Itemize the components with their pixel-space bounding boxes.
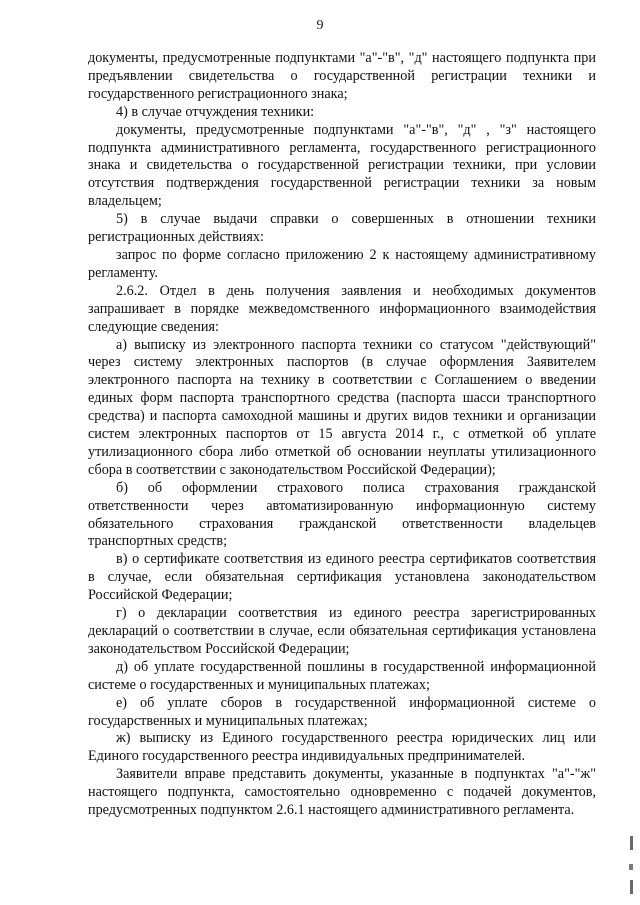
- page-number: 9: [316, 18, 324, 33]
- paragraph-item-e: е) об уплате сборов в государственной информационной системе о государственных и муниципальных платежах;: [88, 694, 596, 729]
- paragraph-item-b: б) об оформлении страхового полиса страхования гражданской ответственности через автоматизированную информационную систему обязательного страхования гражданской ответственности владельцев транспортных средств;: [88, 479, 596, 550]
- paragraph-item-5: 5) в случае выдачи справки о совершенных в отношении техники регистрационных действиях:: [88, 211, 596, 246]
- paragraph-applicants-right: Заявители вправе представить документы, указанные в подпунктах "а"-"ж" настоящего подпункта, самостоятельно одновременно с подачей документов, предусмотренных подпунктом 2.6.1 настоящего административного регламента.: [88, 766, 596, 819]
- paragraph-item-d: д) об уплате государственной пошлины в государственной информационной системе о государственных и муниципальных платежах;: [88, 658, 596, 693]
- paragraph-docs-alienation: документы, предусмотренные подпунктами "а"-"в", "д" , "з" настоящего подпункта административного регламента, государственного регистрационного знака и свидетельства о государственной регистрации техники, при условии отсутствия подтверждения государственной регистрации техники за новым владельцем;: [88, 121, 596, 210]
- paragraph-2-6-2: 2.6.2. Отдел в день получения заявления и необходимых документов запрашивает в порядке межведомственного информационного взаимодействия следующие сведения:: [88, 282, 596, 335]
- paragraph-request-form: запрос по форме согласно приложению 2 к настоящему административному регламенту.: [88, 246, 596, 281]
- paragraph-item-4: 4) в случае отчуждения техники:: [116, 103, 315, 120]
- paragraph-item-v: в) о сертификате соответствия из единого реестра сертификатов соответствия в случае, если обязательная сертификация установлена законодательством Российской Федерации;: [88, 551, 596, 604]
- paragraph-item-g: г) о декларации соответствия из единого реестра зарегистрированных деклараций о соответствии в случае, если обязательная сертификация установлена законодательством Российской Федерации;: [88, 605, 596, 657]
- paragraph-docs-certificate: документы, предусмотренные подпунктами "а"-"в", "д" настоящего подпункта при предъявлении свидетельства о государственной регистрации техники и государственного регистрационного знака;: [88, 50, 596, 102]
- paragraph-item-zh: ж) выписку из Единого государственного реестра юридических лиц или Единого государственного реестра индивидуальных предпринимателей.: [88, 730, 596, 765]
- paragraph-item-a: а) выписку из электронного паспорта техники со статусом "действующий" через систему электронных паспортов (в случае оформления Заявителем электронного паспорта на технику в соответствии с Соглашением о введении единых форм паспорта транспортного средства (паспорта шасси транспортного средства) и паспорта самоходной машины и других видов техники и организации систем электронных паспортов от 15 августа 2014 г., с отметкой об уплате утилизационного сбора либо отметкой об основании неуплаты утилизационного сбора в соответствии с законодательством Российской Федерации);: [88, 336, 596, 478]
- scan-edge-marks: [628, 836, 636, 896]
- document-body: [88, 50, 596, 820]
